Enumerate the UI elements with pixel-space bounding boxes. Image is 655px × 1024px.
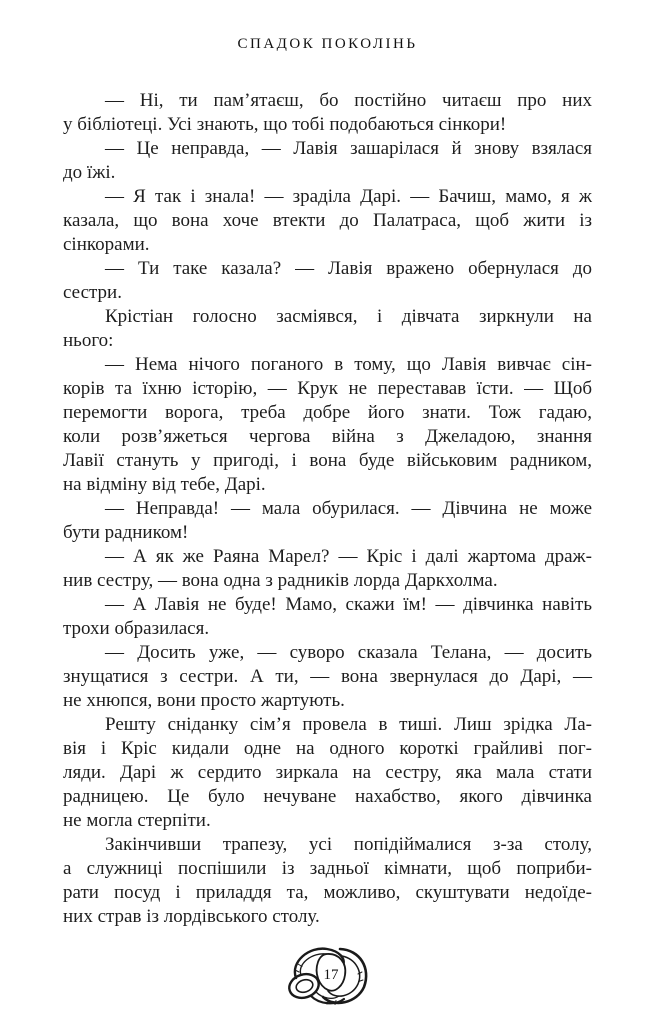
paragraph [63, 353, 592, 497]
text-line: Лавії стануть у пригоді, і вона буде військовим радником, [63, 450, 592, 471]
text-line: Закінчивши трапезу, усі попідіймалися з-за столу, [105, 834, 592, 855]
text-line: знущатися з сестри. А ти, — вона звернулася до Дарі, — [63, 666, 592, 687]
page-number: 17 [323, 967, 338, 983]
text-line: коли розв’яжеться чергова війна з Джеладою, знання [63, 426, 592, 447]
paragraph [63, 305, 592, 353]
text-line: сестри. [63, 282, 122, 303]
text-line: на відміну від тебе, Дарі. [63, 474, 266, 495]
text-line: — Досить уже, — суворо сказала Телана, — досить [105, 642, 592, 663]
text-line: — Це неправда, — Лавія зашарілася й знову взялася [105, 138, 592, 159]
text-line: них страв із лордівського столу. [63, 906, 320, 927]
text-line: — Ні, ти пам’ятаєш, бо постійно читаєш про них [105, 90, 592, 111]
text-line: рати посуд і приладдя та, можливо, скуштувати недоїде- [63, 882, 592, 903]
page-number-ornament [283, 942, 373, 1012]
text-line: радницею. Це було нечуване нахабство, якого дівчинка [63, 786, 592, 807]
text-line: вія і Кріс кидали одне на одного короткі грайливі пог- [63, 738, 592, 759]
running-head-title: СПАДОК ПОКОЛІНЬ [237, 36, 418, 52]
text-line: корів та їхню історію, — Крук не переставав їсти. — Щоб [63, 378, 592, 399]
paragraph [63, 257, 592, 305]
text-line: — Я так і знала! — зраділа Дарі. — Бачиш, мамо, я ж [105, 186, 592, 207]
text-line: перемогти ворога, треба добре його знати. Тож гадаю, [63, 402, 592, 423]
paragraph [63, 593, 592, 641]
text-line: — Нема нічого поганого в тому, що Лавія вивчає сін- [105, 354, 592, 375]
paragraph [63, 185, 592, 257]
text-line: — А як же Раяна Марел? — Кріс і далі жартома драж- [105, 546, 592, 567]
paragraph [63, 89, 592, 137]
text-line: не хнюпся, вони просто жартують. [63, 690, 345, 711]
paragraph [63, 497, 592, 545]
text-line: нив сестру, — вона одна з радників лорда Даркхолма. [63, 570, 498, 591]
text-line: нього: [63, 330, 114, 351]
text-line: Решту сніданку сім’я провела в тиші. Лиш зрідка Ла- [105, 714, 592, 735]
text-line: Крістіан голосно засміявся, і дівчата зиркнули на [105, 306, 592, 327]
paragraph [63, 713, 592, 833]
page-text [63, 89, 592, 929]
text-line: ляди. Дарі ж сердито зиркала на сестру, яка мала стати [63, 762, 592, 783]
text-line: до їжі. [63, 162, 116, 183]
paragraph [63, 833, 592, 929]
text-line: трохи образилася. [63, 618, 210, 639]
snake-knot-icon [283, 942, 373, 1012]
text-line: а служниці поспішили із задньої кімнати, щоб поприби- [63, 858, 592, 879]
text-line: казала, що вона хоче втекти до Палатраса, щоб жити із [63, 210, 592, 231]
text-line: у бібліотеці. Усі знають, що тобі подобаються сінкори! [63, 114, 507, 135]
paragraph [63, 137, 592, 185]
text-line: — Ти таке казала? — Лавія вражено обернулася до [105, 258, 592, 279]
paragraph [63, 641, 592, 713]
text-line: — А Лавія не буде! Мамо, скажи їм! — дівчинка навіть [105, 594, 592, 615]
text-line: не могла стерпіти. [63, 810, 211, 831]
text-line: сінкорами. [63, 234, 150, 255]
text-line: бути радником! [63, 522, 189, 543]
text-line: — Неправда! — мала обурилася. — Дівчина не може [105, 498, 592, 519]
paragraph [63, 545, 592, 593]
